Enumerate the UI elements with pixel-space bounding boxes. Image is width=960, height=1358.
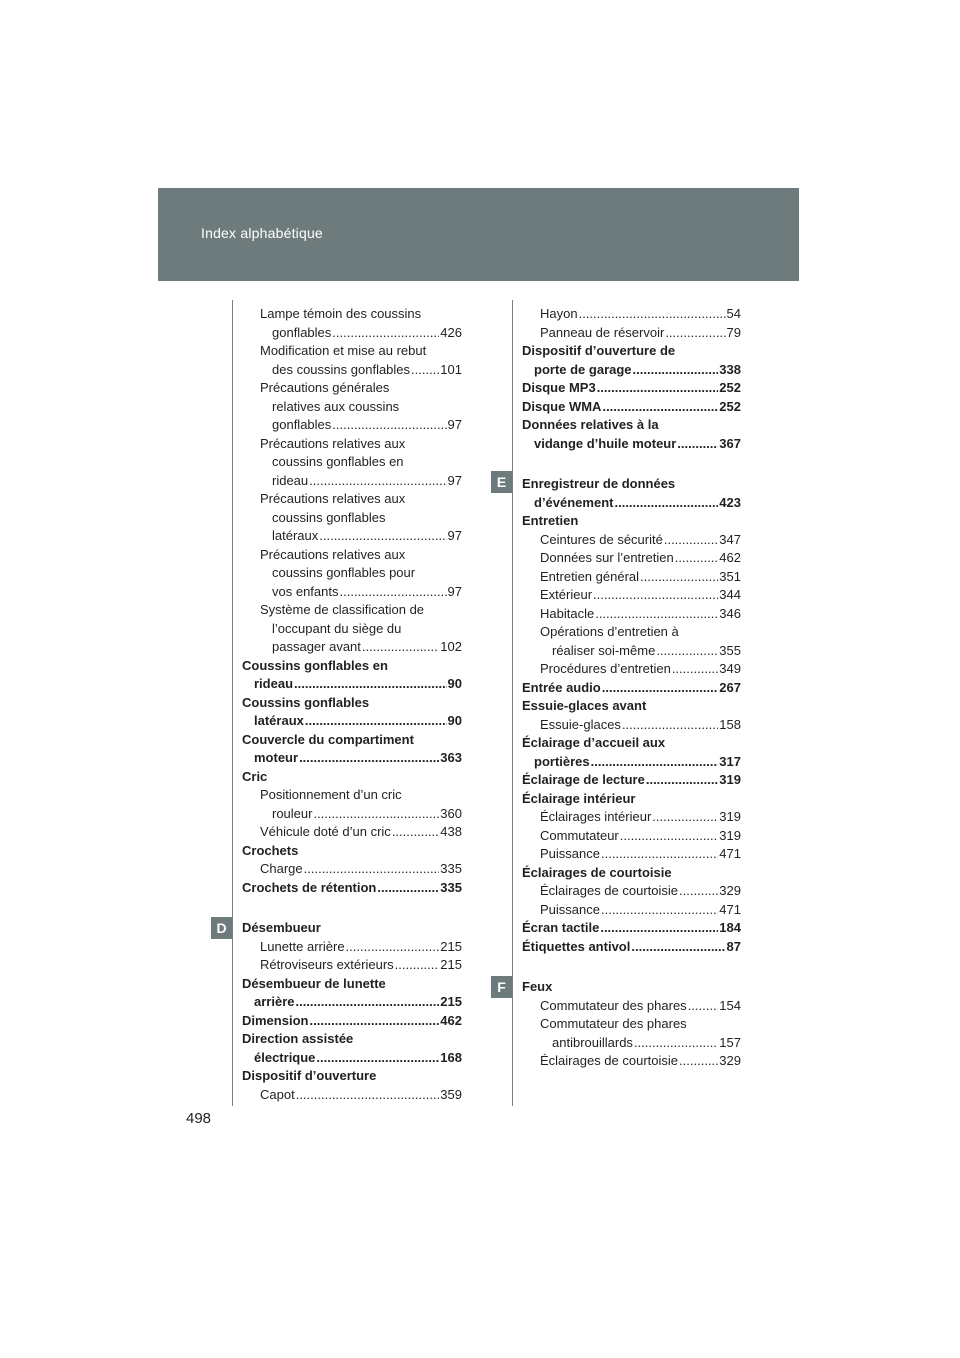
- entry-text: Disque WMA: [522, 398, 602, 414]
- page-ref: 462: [440, 1012, 462, 1028]
- index-line: [242, 938, 462, 957]
- index-line: [242, 993, 462, 1012]
- entry-text: Données sur l’entretien: [540, 550, 674, 565]
- index-line: Positionnement d’un cric: [260, 787, 402, 802]
- index-line: [522, 1034, 741, 1053]
- leader-dots: [633, 361, 719, 380]
- leader-dots: [304, 860, 440, 879]
- entry-text: des coussins gonflables: [272, 361, 411, 377]
- entry-text: gonflables: [272, 324, 332, 340]
- index-line: [522, 716, 741, 735]
- leader-dots: [309, 1012, 439, 1031]
- leader-dots: [679, 1052, 718, 1071]
- index-line: [242, 956, 462, 975]
- page-ref: 367: [719, 435, 741, 451]
- page-ref: 319: [719, 809, 741, 824]
- index-line: [522, 753, 741, 772]
- letter-tab-e: E: [491, 471, 512, 493]
- entry-text: porte de garage: [534, 361, 632, 377]
- leader-dots: [634, 1034, 718, 1053]
- leader-dots: [600, 919, 718, 938]
- page-ref: 87: [726, 938, 741, 954]
- index-line: coussins gonflables en: [272, 454, 404, 469]
- page-ref: 349: [719, 661, 741, 676]
- leader-dots: [296, 1086, 440, 1105]
- index-line: coussins gonflables pour: [272, 565, 416, 580]
- page-ref: 90: [447, 713, 462, 728]
- letter-tab-d: D: [211, 917, 232, 939]
- index-line: [522, 845, 741, 864]
- page-ref: 97: [447, 472, 462, 488]
- entry-text: antibrouillards: [552, 1034, 633, 1050]
- index-line: Coussins gonflables en: [242, 657, 388, 673]
- leader-dots: [346, 938, 440, 957]
- page-ref: 158: [719, 716, 741, 732]
- leader-dots: [688, 997, 719, 1016]
- index-line: Couvercle du compartiment: [242, 731, 414, 747]
- leader-dots: [631, 938, 725, 957]
- index-line: Éclairages de courtoisie: [522, 864, 672, 880]
- right-divider: [512, 300, 513, 1106]
- leader-dots: [601, 845, 718, 864]
- index-line: [522, 901, 741, 920]
- leader-dots: [652, 808, 718, 827]
- entry-text: latéraux: [254, 713, 304, 728]
- leader-dots: [664, 531, 718, 550]
- page-ref: 102: [440, 639, 462, 654]
- section-gap: [522, 956, 741, 978]
- index-line: [242, 675, 462, 694]
- index-line: [522, 398, 741, 417]
- leader-dots: [299, 749, 439, 768]
- index-line: [522, 361, 741, 380]
- page-ref: 360: [440, 805, 462, 821]
- entry-text: Écran tactile: [522, 920, 600, 935]
- leader-dots: [679, 882, 718, 901]
- page-ref: 329: [719, 883, 741, 898]
- entry-text: Entretien général: [540, 568, 640, 584]
- page-number: 498: [186, 1110, 212, 1127]
- page-ref: 351: [719, 568, 741, 584]
- index-line: [522, 568, 741, 587]
- index-line: [242, 361, 462, 380]
- entry-text: latéraux: [272, 528, 319, 543]
- index-line: Précautions relatives aux: [260, 491, 406, 506]
- leader-dots: [332, 324, 439, 343]
- entry-text: Habitacle: [540, 605, 595, 621]
- entry-text: Éclairages de courtoisie: [540, 1053, 679, 1068]
- entry-text: Lunette arrière: [260, 938, 345, 954]
- page-ref: 184: [719, 920, 741, 935]
- leader-dots: [640, 568, 718, 587]
- section-title: Index alphabétique: [201, 225, 323, 241]
- index-line: [522, 1052, 741, 1071]
- index-line: Dispositif d’ouverture de: [522, 343, 676, 358]
- page-ref: 90: [447, 676, 462, 691]
- leader-dots: [656, 642, 718, 661]
- entry-text: vidange d’huile moteur: [534, 435, 677, 451]
- letter-tab-f: F: [491, 976, 512, 998]
- entry-text: Éclairages de courtoisie: [540, 883, 679, 898]
- index-line: [242, 527, 462, 546]
- leader-dots: [319, 527, 446, 546]
- page-ref: 319: [719, 772, 741, 787]
- entry-text: Charge: [260, 861, 303, 876]
- leader-dots: [593, 586, 718, 605]
- page-ref: 97: [447, 583, 462, 599]
- index-line: [242, 638, 462, 657]
- index-line: [522, 586, 741, 605]
- page-ref: 423: [719, 494, 741, 510]
- index-line: Système de classification de: [260, 602, 425, 617]
- index-line: Précautions générales: [260, 380, 390, 395]
- page-ref: 215: [440, 994, 462, 1009]
- index-line: [242, 879, 462, 898]
- page-ref: 471: [719, 901, 741, 917]
- index-line: [242, 860, 462, 879]
- page-ref: 462: [719, 550, 741, 565]
- leader-dots: [294, 675, 447, 694]
- page-ref: 346: [719, 605, 741, 621]
- index-line: l’occupant du siège du: [272, 620, 402, 636]
- leader-dots: [597, 379, 719, 398]
- section-gap: [522, 453, 741, 475]
- leader-dots: [377, 879, 439, 898]
- index-line: [242, 1086, 462, 1105]
- section-gap: [242, 897, 462, 919]
- page-ref: 338: [719, 361, 741, 377]
- index-line: [522, 642, 741, 661]
- entry-text: moteur: [254, 750, 299, 765]
- leader-dots: [677, 435, 718, 454]
- leader-dots: [591, 753, 719, 772]
- entry-text: Crochets de rétention: [242, 879, 377, 895]
- entry-text: arrière: [254, 994, 295, 1009]
- index-line: Précautions relatives aux: [260, 435, 406, 451]
- entry-text: rouleur: [272, 805, 313, 821]
- index-line: [522, 771, 741, 790]
- index-line: Lampe témoin des coussins: [260, 306, 422, 321]
- leader-dots: [295, 993, 439, 1012]
- entry-text: rideau: [272, 472, 309, 488]
- entry-text: Commutateur des phares: [540, 997, 687, 1013]
- page-ref: 438: [440, 824, 462, 839]
- page-ref: 101: [440, 361, 462, 377]
- page-ref: 317: [719, 753, 741, 769]
- entry-text: vos enfants: [272, 583, 339, 599]
- leader-dots: [614, 494, 718, 513]
- index-line: Données relatives à la: [522, 417, 659, 432]
- entry-text: Éclairages intérieur: [540, 809, 652, 824]
- index-line: Feux: [522, 979, 553, 994]
- index-line: [522, 808, 741, 827]
- index-line: Entretien: [522, 513, 579, 528]
- page-ref: 426: [440, 324, 462, 340]
- index-line: [242, 324, 462, 343]
- entry-text: d’événement: [534, 494, 614, 510]
- index-line: [522, 660, 741, 679]
- index-line: [522, 938, 741, 957]
- index-line: Direction assistée: [242, 1031, 354, 1046]
- index-line: [522, 305, 741, 324]
- leader-dots: [672, 660, 718, 679]
- entry-text: Ceintures de sécurité: [540, 531, 663, 547]
- index-line: [242, 823, 462, 842]
- index-line: [522, 549, 741, 568]
- index-column-left: [242, 305, 462, 1104]
- index-line: Essuie-glaces avant: [522, 698, 647, 713]
- left-divider: [232, 300, 233, 1106]
- index-line: Désembueur: [242, 920, 321, 935]
- index-line: [522, 435, 741, 454]
- leader-dots: [392, 823, 439, 842]
- entry-text: Capot: [260, 1086, 295, 1102]
- entry-text: Panneau de réservoir: [540, 324, 665, 340]
- index-column-right: [522, 305, 741, 1071]
- index-line: [522, 494, 741, 513]
- page-ref: 363: [440, 750, 462, 765]
- entry-text: rideau: [254, 676, 294, 691]
- page-ref: 252: [719, 398, 741, 414]
- index-line: Éclairage d’accueil aux: [522, 735, 666, 750]
- index-line: [522, 919, 741, 938]
- index-line: Commutateur des phares: [540, 1016, 687, 1031]
- entry-text: Éclairage de lecture: [522, 772, 645, 787]
- leader-dots: [313, 805, 439, 824]
- section-header: [158, 188, 799, 281]
- index-line: [522, 379, 741, 398]
- entry-text: Extérieur: [540, 587, 593, 602]
- leader-dots: [602, 679, 719, 698]
- entry-text: Commutateur: [540, 827, 619, 843]
- entry-text: Dimension: [242, 1012, 309, 1028]
- index-line: Modification et mise au rebut: [260, 343, 427, 358]
- index-line: [522, 324, 741, 343]
- page-ref: 154: [719, 997, 741, 1013]
- page-ref: 79: [726, 324, 741, 340]
- leader-dots: [411, 361, 439, 380]
- page-ref: 215: [440, 957, 462, 972]
- page-ref: 359: [440, 1086, 462, 1102]
- page-ref: 252: [719, 380, 741, 395]
- leader-dots: [362, 638, 439, 657]
- entry-text: Puissance: [540, 846, 600, 861]
- page-ref: 97: [447, 417, 462, 432]
- leader-dots: [579, 305, 726, 324]
- index-line: [242, 416, 462, 435]
- index-line: coussins gonflables: [272, 509, 386, 525]
- index-line: Précautions relatives aux: [260, 546, 406, 562]
- index-line: relatives aux coussins: [272, 398, 400, 414]
- entry-text: Entrée audio: [522, 679, 601, 695]
- entry-text: électrique: [254, 1049, 316, 1065]
- index-line: [242, 712, 462, 731]
- leader-dots: [620, 827, 719, 846]
- page-ref: 267: [719, 679, 741, 695]
- index-line: [522, 882, 741, 901]
- entry-text: Véhicule doté d’un cric: [260, 824, 391, 839]
- page-ref: 54: [726, 306, 741, 321]
- leader-dots: [622, 716, 718, 735]
- index-line: Crochets: [242, 842, 299, 858]
- page-ref: 355: [719, 642, 741, 658]
- index-line: Cric: [242, 768, 268, 784]
- index-line: Coussins gonflables: [242, 694, 370, 710]
- leader-dots: [395, 956, 440, 975]
- index-line: [242, 1012, 462, 1031]
- leader-dots: [602, 398, 718, 417]
- entry-text: Hayon: [540, 306, 578, 321]
- page-ref: 335: [440, 879, 462, 895]
- page-ref: 471: [719, 846, 741, 861]
- leader-dots: [646, 771, 718, 790]
- page-ref: 215: [440, 938, 462, 954]
- page-ref: 319: [719, 827, 741, 843]
- leader-dots: [316, 1049, 439, 1068]
- index-line: [522, 531, 741, 550]
- leader-dots: [665, 324, 725, 343]
- leader-dots: [309, 472, 446, 491]
- index-line: [242, 805, 462, 824]
- leader-dots: [675, 549, 719, 568]
- entry-text: portières: [534, 753, 590, 769]
- entry-text: Puissance: [540, 901, 600, 917]
- page-ref: 157: [719, 1034, 741, 1050]
- entry-text: passager avant: [272, 639, 361, 654]
- entry-text: Rétroviseurs extérieurs: [260, 957, 394, 972]
- leader-dots: [595, 605, 718, 624]
- entry-text: Étiquettes antivol: [522, 938, 631, 954]
- page-ref: 335: [440, 861, 462, 876]
- page-ref: 344: [719, 587, 741, 602]
- entry-text: Disque MP3: [522, 380, 596, 395]
- entry-text: réaliser soi-même: [552, 642, 656, 658]
- entry-text: gonflables: [272, 417, 332, 432]
- index-line: Éclairage intérieur: [522, 790, 636, 806]
- index-line: [522, 827, 741, 846]
- page-ref: 168: [440, 1049, 462, 1065]
- entry-text: Essuie-glaces: [540, 716, 621, 732]
- index-line: [242, 749, 462, 768]
- index-line: [522, 679, 741, 698]
- page-ref: 329: [719, 1053, 741, 1068]
- leader-dots: [601, 901, 718, 920]
- index-line: [242, 583, 462, 602]
- leader-dots: [332, 416, 446, 435]
- index-line: Dispositif d’ouverture: [242, 1068, 377, 1083]
- page-ref: 347: [719, 531, 741, 547]
- index-line: [522, 997, 741, 1016]
- entry-text: Procédures d’entretien: [540, 661, 671, 676]
- index-line: Désembueur de lunette: [242, 975, 386, 991]
- leader-dots: [340, 583, 447, 602]
- leader-dots: [305, 712, 447, 731]
- index-line: [242, 1049, 462, 1068]
- index-line: [242, 472, 462, 491]
- index-line: [522, 605, 741, 624]
- index-line: Opérations d’entretien à: [540, 624, 679, 639]
- index-line: Enregistreur de données: [522, 476, 676, 491]
- page-ref: 97: [447, 528, 462, 543]
